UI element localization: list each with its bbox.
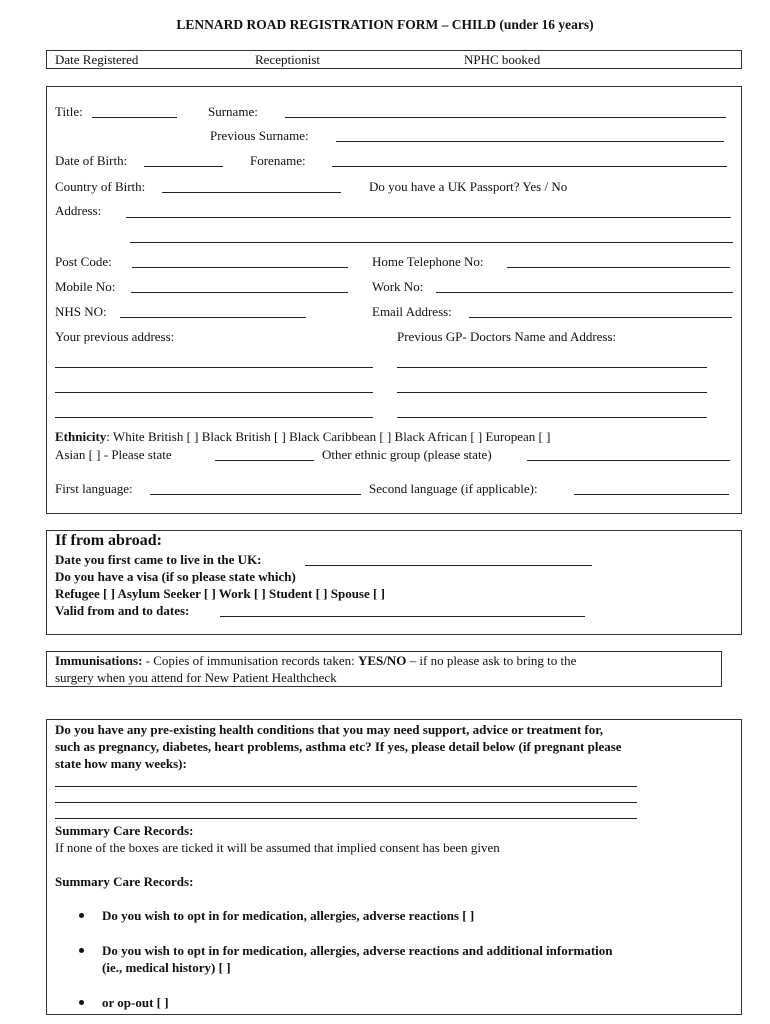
visa-options[interactable]: Refugee [ ] Asylum Seeker [ ] Work [ ] Student [ ] Spouse [ ]	[55, 586, 385, 601]
opt-in-medication[interactable]: Do you wish to opt in for medication, allergies, adverse reactions [ ]	[102, 908, 475, 923]
address-field-2[interactable]	[130, 242, 733, 243]
mobile-label: Mobile No:	[55, 279, 116, 294]
other-ethnic-field[interactable]	[527, 460, 730, 461]
health-detail-field-1[interactable]	[55, 786, 637, 787]
email-label: Email Address:	[372, 304, 452, 319]
country-field[interactable]	[162, 192, 341, 193]
prev-gp-field-3[interactable]	[397, 417, 707, 418]
address-label: Address:	[55, 203, 102, 218]
second-lang-label: Second language (if applicable):	[369, 481, 538, 496]
ethnicity-label: Ethnicity	[55, 429, 107, 444]
surname-label: Surname:	[208, 104, 258, 119]
opt-in-additional[interactable]: Do you wish to opt in for medication, allergies, adverse reactions and additional information	[102, 943, 613, 958]
postcode-label: Post Code:	[55, 254, 112, 269]
home-tel-field[interactable]	[507, 267, 730, 268]
work-label: Work No:	[372, 279, 424, 294]
dob-label: Date of Birth:	[55, 153, 128, 168]
prev-address-field-2[interactable]	[55, 392, 373, 393]
prev-surname-field[interactable]	[336, 141, 724, 142]
ethnicity-other: Other ethnic group (please state)	[322, 447, 492, 462]
prev-surname-label: Previous Surname:	[210, 128, 309, 143]
mobile-field[interactable]	[131, 292, 348, 293]
opt-out[interactable]: or op-out [ ]	[102, 995, 169, 1010]
date-registered-label: Date Registered	[55, 52, 139, 67]
asian-state-field[interactable]	[215, 460, 314, 461]
scr-heading: Summary Care Records:	[55, 823, 194, 838]
nphc-label: NPHC booked	[464, 52, 541, 67]
work-field[interactable]	[436, 292, 733, 293]
postcode-field[interactable]	[132, 267, 348, 268]
prev-gp-field-1[interactable]	[397, 367, 707, 368]
title-field[interactable]	[92, 117, 177, 118]
immunisations-line-2: surgery when you attend for New Patient Healthcheck	[55, 670, 337, 685]
dob-field[interactable]	[144, 166, 223, 167]
health-question-2: such as pregnancy, diabetes, heart problems, asthma etc? If yes, please detail below (if pregnant please	[55, 739, 622, 754]
date-came-field[interactable]	[305, 565, 592, 566]
health-question-1: Do you have any pre-existing health conditions that you may need support, advice or treatment for,	[55, 722, 604, 737]
scr-note: If none of the boxes are ticked it will be assumed that implied consent has been given	[55, 840, 500, 855]
valid-dates-field[interactable]	[220, 616, 585, 617]
address-field-1[interactable]	[126, 217, 731, 218]
prev-address-field-3[interactable]	[55, 417, 373, 418]
first-lang-field[interactable]	[150, 494, 361, 495]
immunisations-label: Immunisations:	[55, 653, 143, 668]
home-tel-label: Home Telephone No:	[372, 254, 484, 269]
health-detail-field-2[interactable]	[55, 802, 637, 803]
visa-label: Do you have a visa (if so please state which)	[55, 569, 296, 584]
bullet-icon	[79, 948, 84, 953]
scr-heading-2: Summary Care Records:	[55, 874, 194, 889]
nhs-field[interactable]	[120, 317, 306, 318]
health-question-3: state how many weeks):	[55, 756, 187, 771]
forename-label: Forename:	[250, 153, 306, 168]
date-came-label: Date you first came to live in the UK:	[55, 552, 262, 567]
bullet-icon	[79, 1000, 84, 1005]
receptionist-label: Receptionist	[255, 52, 320, 67]
forename-field[interactable]	[332, 166, 727, 167]
email-field[interactable]	[469, 317, 732, 318]
health-detail-field-3[interactable]	[55, 818, 637, 819]
first-lang-label: First language:	[55, 481, 133, 496]
page-title: LENNARD ROAD REGISTRATION FORM – CHILD (under 16 years)	[176, 17, 594, 32]
bullet-icon	[79, 913, 84, 918]
second-lang-field[interactable]	[574, 494, 729, 495]
yes-no-option[interactable]: YES/NO	[357, 653, 407, 668]
admin-box	[46, 50, 742, 69]
immunisations-text: - Copies of immunisation records taken:	[142, 653, 358, 668]
immunisations-line-1	[55, 653, 576, 669]
country-label: Country of Birth:	[55, 179, 146, 194]
prev-gp-label: Previous GP- Doctors Name and Address:	[397, 329, 617, 344]
prev-address-label: Your previous address:	[55, 329, 175, 344]
nhs-label: NHS NO:	[55, 304, 107, 319]
prev-address-field-1[interactable]	[55, 367, 373, 368]
title-label: Title:	[55, 104, 83, 119]
ethnicity-asian[interactable]: Asian [ ] - Please state	[55, 447, 172, 462]
prev-gp-field-2[interactable]	[397, 392, 707, 393]
passport-label: Do you have a UK Passport? Yes / No	[369, 179, 568, 194]
abroad-heading: If from abroad:	[55, 532, 162, 549]
surname-field[interactable]	[285, 117, 726, 118]
opt-in-additional-2[interactable]: (ie., medical history) [ ]	[102, 960, 231, 975]
ethnicity-row-1	[55, 429, 550, 445]
immunisations-text-2: – if no please ask to bring to the	[406, 653, 577, 668]
valid-dates-label: Valid from and to dates:	[55, 603, 190, 618]
ethnicity-options-1[interactable]: : White British [ ] Black British [ ] Black Caribbean [ ] Black African [ ] European [ ]	[106, 429, 551, 444]
